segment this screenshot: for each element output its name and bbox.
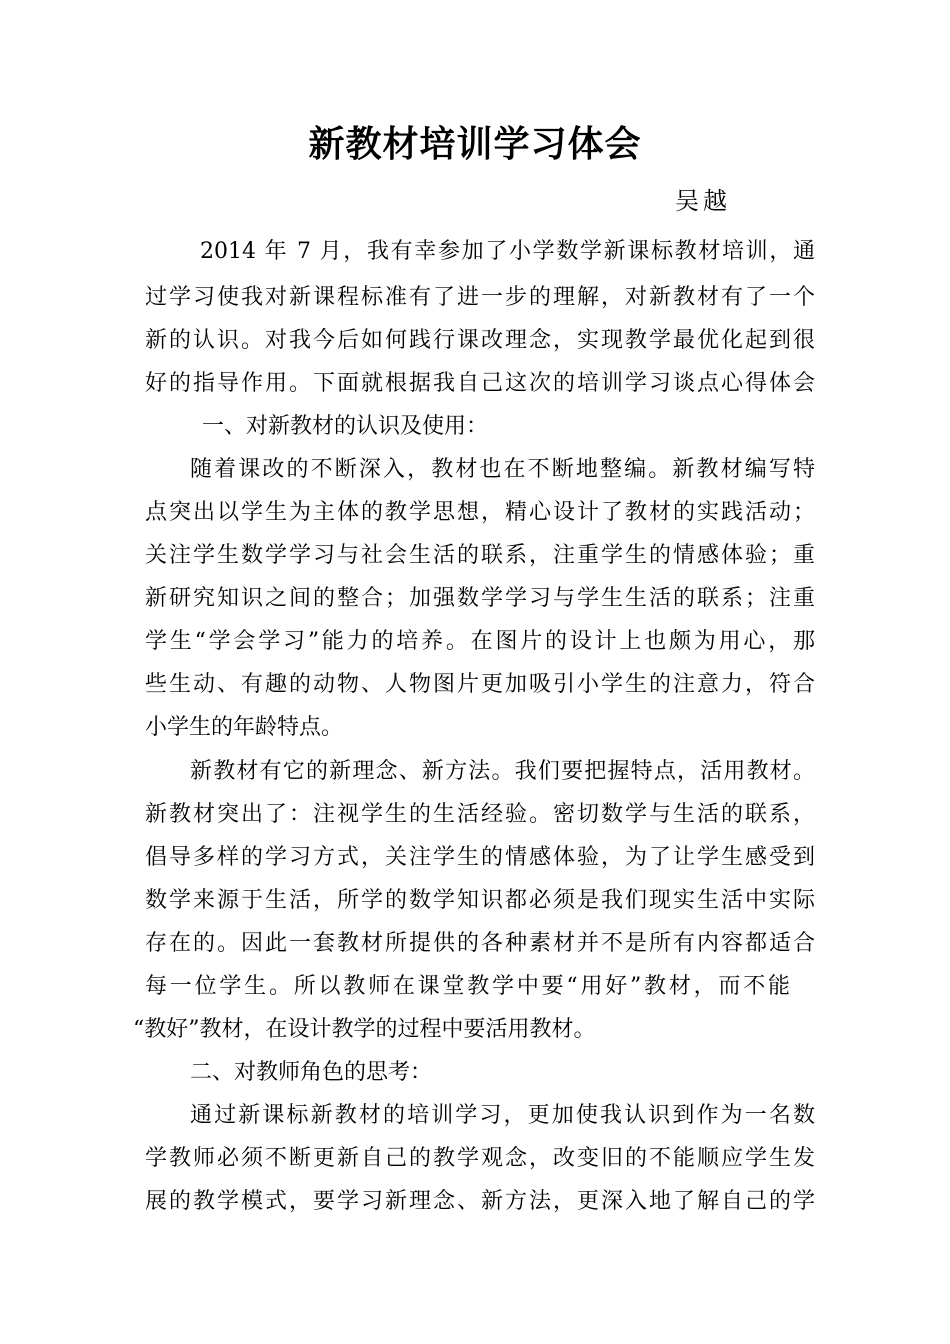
paragraph-line: 新研究知识之间的整合；加强数学学习与学生生活的联系；注重 <box>145 586 815 611</box>
section-heading: 一、对新教材的认识及使用： <box>202 414 489 439</box>
paragraph-line: 关注学生数学学习与社会生活的联系，注重学生的情感体验；重 <box>145 543 815 568</box>
paragraph-line: 通过新课标新教材的培训学习，更加使我认识到作为一名数 <box>190 1103 815 1128</box>
paragraph-line: 新教材有它的新理念、新方法。我们要把握特点，活用教材。 <box>190 759 815 784</box>
document-title: 新教材培训学习体会 <box>308 123 642 165</box>
section-heading: 二、对教师角色的思考： <box>190 1060 433 1085</box>
paragraph-line: 点突出以学生为主体的教学思想，精心设计了教材的实践活动； <box>145 500 815 525</box>
paragraph-line: “教好”教材，在设计教学的过程中要活用教材。 <box>133 1017 596 1042</box>
paragraph-line: 学生“学会学习”能力的培养。在图片的设计上也颇为用心，那 <box>145 629 815 654</box>
paragraph-line: 新的认识。对我今后如何践行课改理念，实现教学最优化起到很 <box>145 328 815 353</box>
paragraph-line: 数学来源于生活，所学的数学知识都必须是我们现实生活中实际 <box>145 888 815 913</box>
author-name: 吴越 <box>675 187 731 215</box>
paragraph-line: 些生动、有趣的动物、人物图片更加吸引小学生的注意力，符合 <box>145 672 815 697</box>
paragraph-line: 2014 年 7 月，我有幸参加了小学数学新课标教材培训，通 <box>200 239 815 264</box>
paragraph-line: 存在的。因此一套教材所提供的各种素材并不是所有内容都适合 <box>145 931 815 956</box>
paragraph-line: 好的指导作用。下面就根据我自己这次的培训学习谈点心得体会 <box>145 371 815 396</box>
paragraph-line: 随着课改的不断深入，教材也在不断地整编。新教材编写特 <box>190 457 815 482</box>
paragraph-line: 学教师必须不断更新自己的教学观念，改变旧的不能顺应学生发 <box>145 1146 815 1171</box>
paragraph-line: 每一位学生。所以教师在课堂教学中要“用好”教材，而不能 <box>145 974 790 999</box>
paragraph-line: 过学习使我对新课程标准有了进一步的理解，对新教材有了一个 <box>145 285 815 310</box>
paragraph-line: 小学生的年龄特点。 <box>145 715 344 740</box>
paragraph-line: 展的教学模式，要学习新理念、新方法，更深入地了解自己的学 <box>145 1189 815 1214</box>
paragraph-line: 倡导多样的学习方式，关注学生的情感体验，为了让学生感受到 <box>145 845 815 870</box>
paragraph-line: 新教材突出了：注视学生的生活经验。密切数学与生活的联系， <box>145 802 815 827</box>
